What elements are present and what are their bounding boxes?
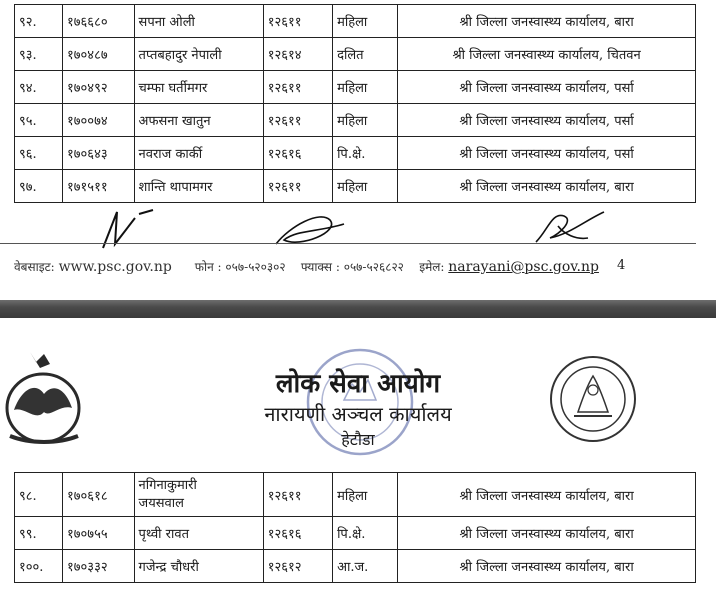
category: महिला xyxy=(333,170,398,203)
page-subtitle: नारायणी अञ्चल कार्यालय xyxy=(264,402,452,426)
candidate-name-line2: जयसवाल xyxy=(138,495,184,511)
category: महिला xyxy=(333,5,398,38)
table-row xyxy=(15,5,696,38)
page-title: लोक सेवा आयोग xyxy=(275,369,441,399)
table-row xyxy=(15,517,696,550)
phone-label: फोन : xyxy=(194,260,222,274)
candidate-name: अफसना खातुन xyxy=(134,104,263,137)
office: श्री जिल्ला जनस्वास्थ्य कार्यालय, बारा xyxy=(398,473,696,517)
category: महिला xyxy=(333,104,398,137)
office: श्री जिल्ला जनस्वास्थ्य कार्यालय, बारा xyxy=(398,170,696,203)
table-row xyxy=(15,71,696,104)
position-code: १२६११ xyxy=(263,473,332,517)
candidate-table-bottom xyxy=(14,472,696,583)
office: श्री जिल्ला जनस्वास्थ्य कार्यालय, बारा xyxy=(398,550,696,583)
position-code: १२६१४ xyxy=(263,38,332,71)
email-label: इमेल: xyxy=(419,260,445,274)
category: पि.क्षे. xyxy=(333,517,398,550)
position-code: १२६१२ xyxy=(263,550,332,583)
roll-number: १७६६८० xyxy=(63,5,135,38)
signature-left xyxy=(95,204,165,252)
table-row xyxy=(15,550,696,583)
candidate-name: शान्ति थापामगर xyxy=(134,170,263,203)
office: श्री जिल्ला जनस्वास्थ्य कार्यालय, पर्सा xyxy=(398,104,696,137)
serial-number: ९६. xyxy=(15,137,63,170)
serial-number: ९८. xyxy=(15,473,63,517)
candidate-name: चम्फा घर्तीमगर xyxy=(134,71,263,104)
page-separator xyxy=(0,300,716,318)
category: आ.ज. xyxy=(333,550,398,583)
position-code: १२६११ xyxy=(263,71,332,104)
table-row xyxy=(15,473,696,517)
roll-number: १७१५११ xyxy=(63,170,135,203)
footer-rule xyxy=(0,243,696,244)
roll-number: १७०४९२ xyxy=(63,71,135,104)
candidate-name: तप्तबहादुर नेपाली xyxy=(134,38,263,71)
position-code: १२६१६ xyxy=(263,517,332,550)
phone-value: ०५७-५२०३०२ xyxy=(225,260,286,274)
office: श्री जिल्ला जनस्वास्थ्य कार्यालय, चितवन xyxy=(398,38,696,71)
roll-number: १७०७५५ xyxy=(63,517,135,550)
serial-number: ९५. xyxy=(15,104,63,137)
candidate-name: सपना ओली xyxy=(134,5,263,38)
candidate-name-line1: नगिनाकुमारी xyxy=(138,477,197,493)
table-row xyxy=(15,170,696,203)
document-page-bottom xyxy=(0,318,716,597)
roll-number: १७०६१८ xyxy=(63,473,135,517)
table-row xyxy=(15,104,696,137)
roll-number: १७०४८७ xyxy=(63,38,135,71)
serial-number: ९२. xyxy=(15,5,63,38)
position-code: १२६११ xyxy=(263,170,332,203)
category: महिला xyxy=(333,473,398,517)
candidate-name: गजेन्द्र चौधरी xyxy=(134,550,263,583)
serial-number: ९४. xyxy=(15,71,63,104)
serial-number: ९७. xyxy=(15,170,63,203)
table-row xyxy=(15,38,696,71)
roll-number: १७००७४ xyxy=(63,104,135,137)
candidate-name: पृथ्वी रावत xyxy=(134,517,263,550)
office-city: हेटौडा xyxy=(341,430,375,449)
office: श्री जिल्ला जनस्वास्थ्य कार्यालय, पर्सा xyxy=(398,71,696,104)
candidate-name xyxy=(134,473,263,517)
fax-label: फ्याक्स : xyxy=(300,260,340,274)
office: श्री जिल्ला जनस्वास्थ्य कार्यालय, बारा xyxy=(398,517,696,550)
table-row xyxy=(15,137,696,170)
position-code: १२६१६ xyxy=(263,137,332,170)
footer-contact xyxy=(14,258,599,275)
office: श्री जिल्ला जनस्वास्थ्य कार्यालय, पर्सा xyxy=(398,137,696,170)
candidate-name: नवराज कार्की xyxy=(134,137,263,170)
serial-number: ९३. xyxy=(15,38,63,71)
candidate-table-top xyxy=(14,4,696,203)
serial-number: १००. xyxy=(15,550,63,583)
signature-middle xyxy=(270,206,350,252)
email-link[interactable]: narayani@psc.gov.np xyxy=(448,259,599,275)
category: महिला xyxy=(333,71,398,104)
position-code: १२६११ xyxy=(263,5,332,38)
roll-number: १७०६४३ xyxy=(63,137,135,170)
website-link[interactable]: www.psc.gov.np xyxy=(58,259,172,275)
category: दलित xyxy=(333,38,398,71)
roll-number: १७०३३२ xyxy=(63,550,135,583)
page-number: 4 xyxy=(617,258,626,273)
fax-value: ०५७-५२६८२२ xyxy=(343,260,404,274)
serial-number: ९९. xyxy=(15,517,63,550)
office: श्री जिल्ला जनस्वास्थ्य कार्यालय, बारा xyxy=(398,5,696,38)
category: पि.क्षे. xyxy=(333,137,398,170)
position-code: १२६११ xyxy=(263,104,332,137)
website-label: वेबसाइट: xyxy=(14,260,55,274)
